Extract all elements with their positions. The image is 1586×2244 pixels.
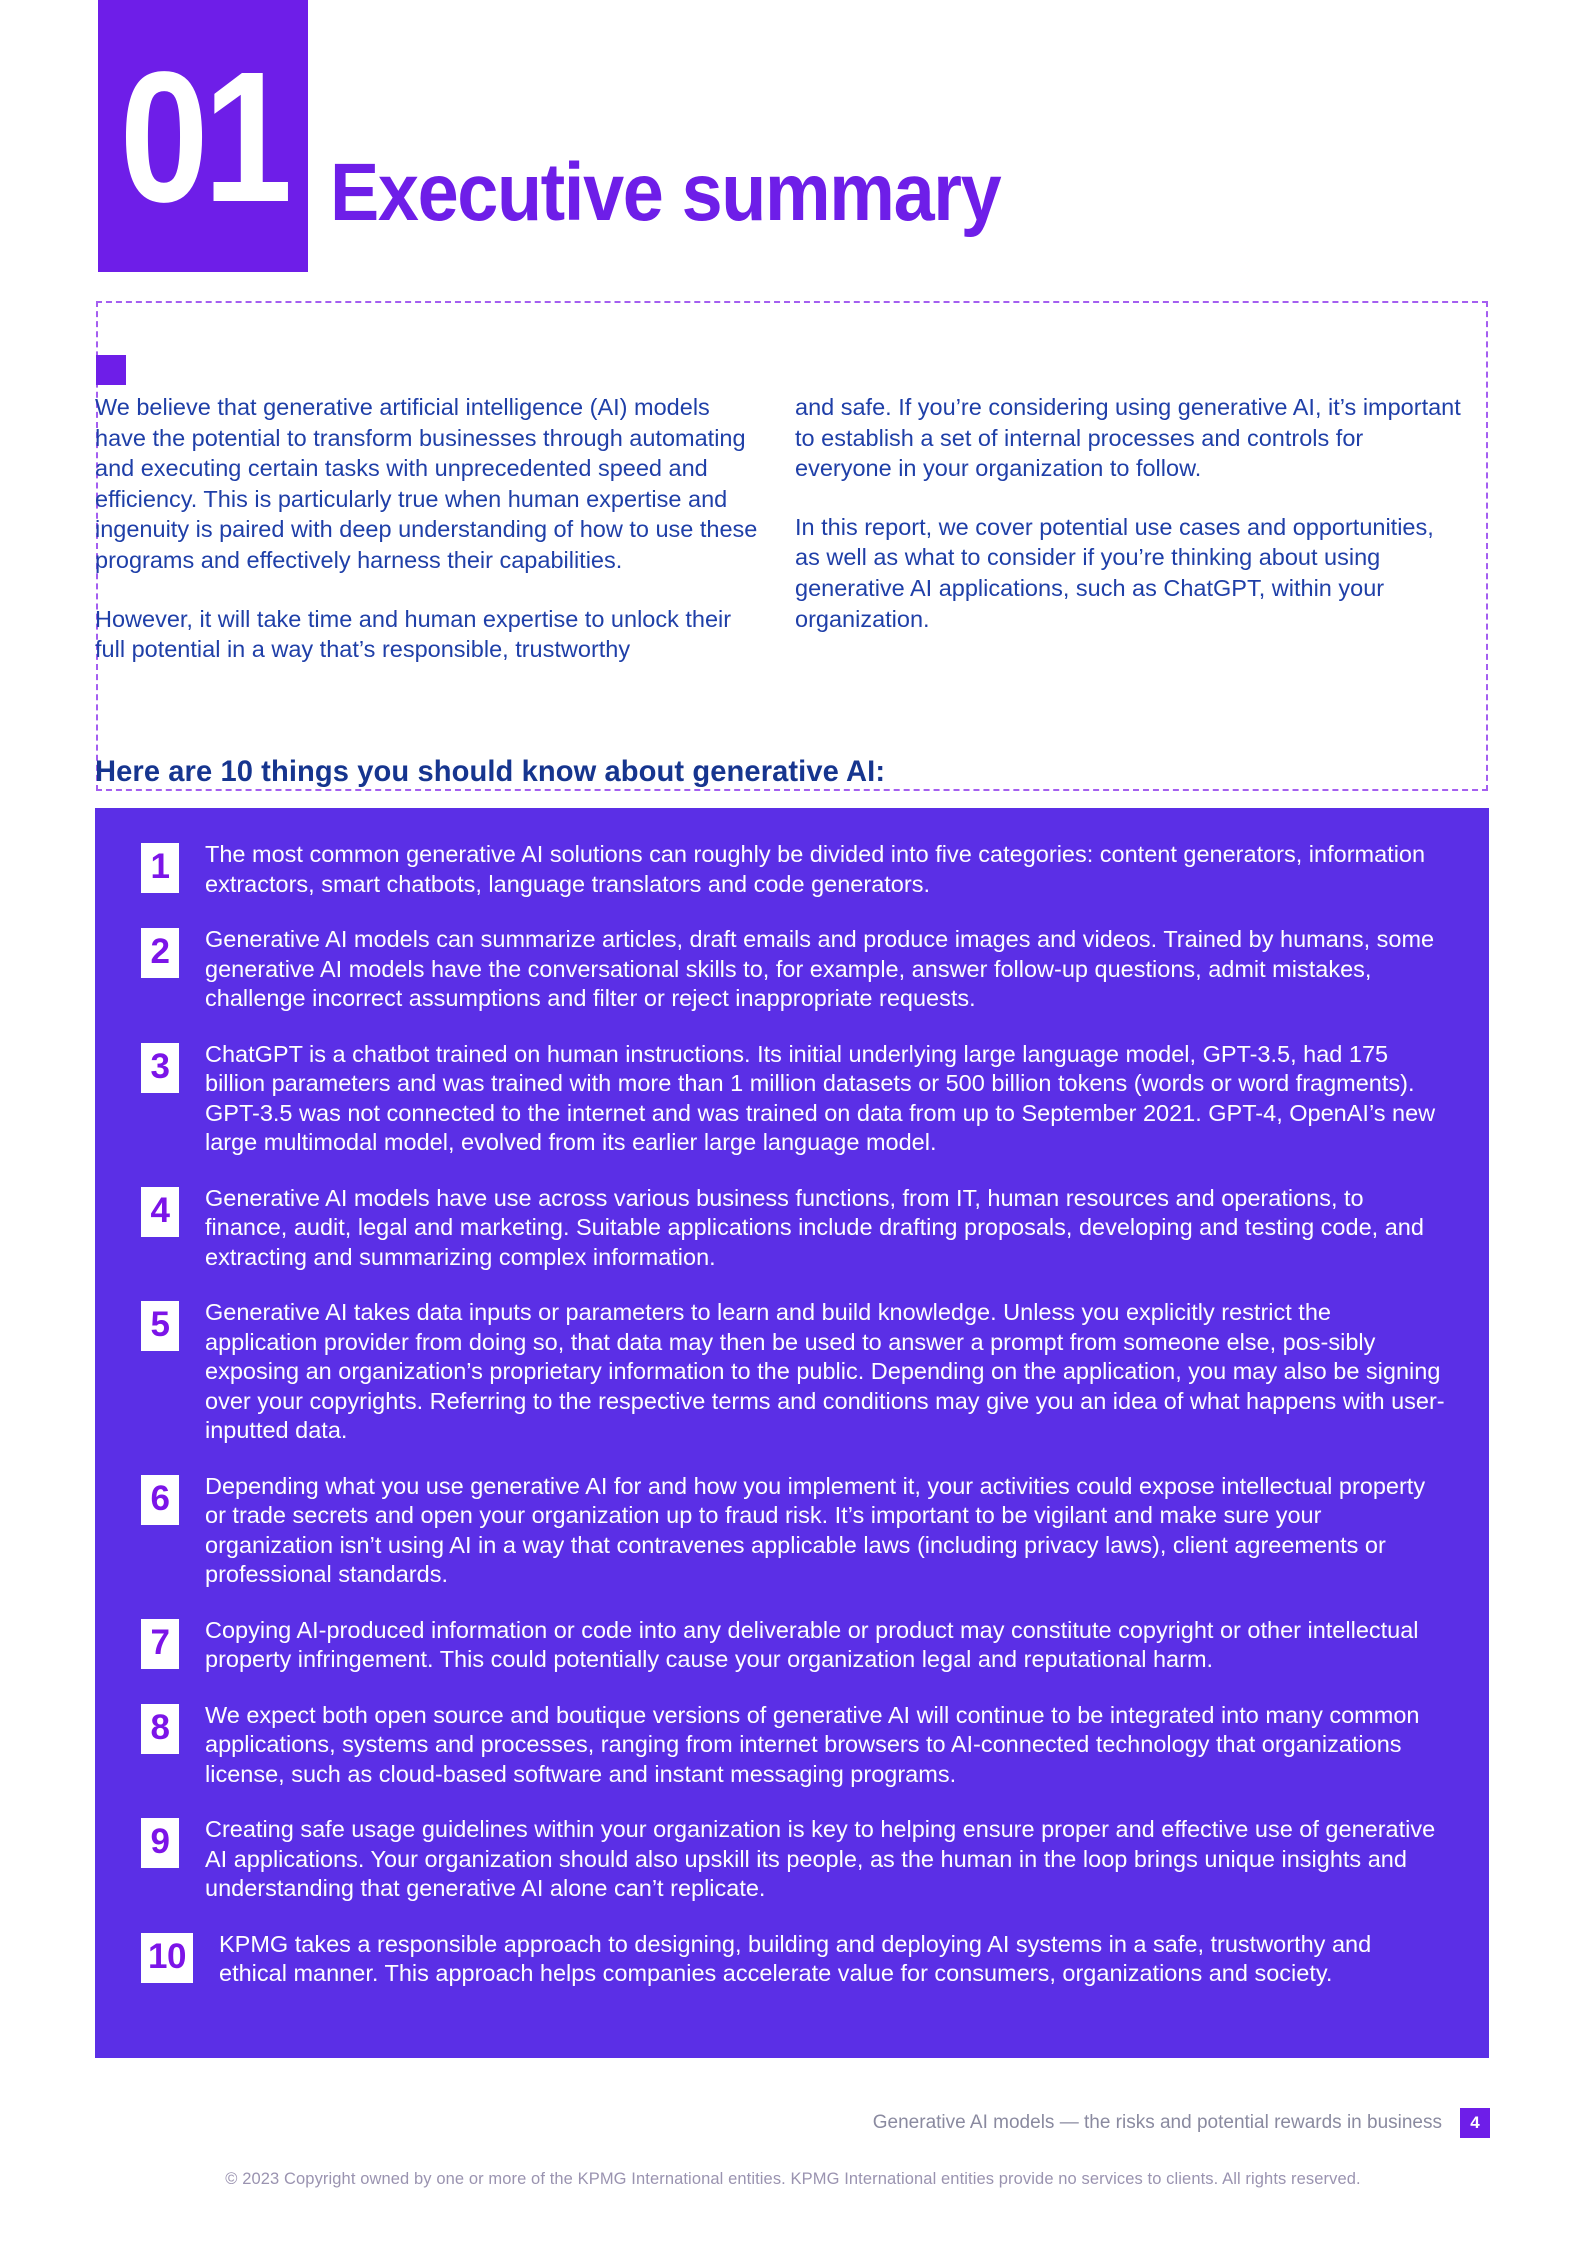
list-item-text: ChatGPT is a chatbot trained on human instructions. Its initial underlying large language model, GPT-3.5, had 175 billion parameters and was trained with more than 1 million datasets or 500 billion tokens (words or word fragments). GPT-3.5 was not connected to the internet and was trained on data from up to September 2021. GPT-4, OpenAI’s new large multimodal model, evolved from its earlier large language model. xyxy=(205,1040,1436,1155)
intro-paragraph: and safe. If you’re considering using generative AI, it’s important to establish a set of internal processes and controls for everyone in your organization to follow. xyxy=(795,394,1461,482)
intro-paragraph: We believe that generative artificial intelligence (AI) models have the potential to transform businesses through automating and executing certain tasks with unprecedented speed and efficiency. This is particularly true when human expertise and ingenuity is paired with deep understanding of how to use these programs and effectively harness their capabilities. xyxy=(95,394,758,573)
list-item xyxy=(95,1040,1489,1158)
list-item-number: 1 xyxy=(141,843,179,893)
section-heading: Here are 10 things you should know about generative AI: xyxy=(95,755,886,788)
list-item xyxy=(95,1298,1489,1446)
list-item-number: 2 xyxy=(141,928,179,978)
footer-document-title: Generative AI models — the risks and potential rewards in business xyxy=(872,2112,1442,2133)
key-points-panel xyxy=(95,808,1489,2058)
list-item-text: Creating safe usage guidelines within your organization is key to helping ensure proper and effective use of generative AI applications. Your organization should also upskill its people, as the human in the loop brings unique insights and understanding that generative AI alone can’t replicate. xyxy=(205,1816,1436,1901)
list-item-text: Depending what you use generative AI for and how you implement it, your activities could expose intellectual property or trade secrets and open your organization up to fraud risk. It’s important to be vigilant and make sure your organization isn’t using AI in a way that contravenes applicable laws (including privacy laws), client agreements or professional standards. xyxy=(205,1472,1426,1587)
list-item-number: 7 xyxy=(141,1619,179,1669)
list-item xyxy=(95,1184,1489,1273)
list-item-text: Generative AI takes data inputs or parameters to learn and build knowledge. Unless you explicitly restrict the application provider from doing so, that data may then be used to answer a prompt from someone else, pos-sibly exposing an organization’s proprietary information to the public. Depending on the application, you may also be signing over your copyrights. Referring to the respective terms and conditions may give you an idea of what happens with user-inputted data. xyxy=(205,1299,1445,1443)
copyright-notice: © 2023 Copyright owned by one or more of the KPMG International entities. KPMG International entities provide no services to clients. All rights reserved. xyxy=(225,2170,1361,2188)
accent-square-icon xyxy=(96,355,126,385)
footer xyxy=(873,2108,1490,2138)
list-item xyxy=(95,1930,1489,1989)
intro-paragraph: However, it will take time and human expertise to unlock their full potential in a way that’s responsible, trustworthy xyxy=(95,605,732,663)
list-item xyxy=(95,1701,1489,1790)
list-item-text: Generative AI models have use across various business functions, from IT, human resources and operations, to finance, audit, legal and marketing. Suitable applications include drafting proposals, developing and testing code, and extracting and summarizing complex information. xyxy=(205,1184,1424,1270)
list-item-number: 9 xyxy=(141,1818,179,1868)
intro-column-left xyxy=(95,392,767,665)
list-item-number: 8 xyxy=(141,1704,179,1754)
list-item-text: The most common generative AI solutions can roughly be divided into five categories: content generators, information extractors, smart chatbots, language translators and code generators. xyxy=(205,841,1426,897)
list-item-text: Generative AI models can summarize articles, draft emails and produce images and videos. Trained by humans, some generative AI models have the conversational skills to, for example, answer follow-up questions, admit mistakes, challenge incorrect assumptions and filter or reject inappropriate requests. xyxy=(205,926,1435,1011)
intro-paragraph: In this report, we cover potential use cases and opportunities, as well as what to consider if you’re thinking about using generative AI applications, such as ChatGPT, within your organization. xyxy=(795,513,1434,632)
list-item xyxy=(95,925,1489,1014)
chapter-number: 01 xyxy=(119,33,287,241)
list-item xyxy=(95,1815,1489,1904)
list-item xyxy=(95,1616,1489,1675)
list-item-text: We expect both open source and boutique versions of generative AI will continue to be integrated into many common applications, systems and processes, ranging from internet browsers to AI-connected technology that organizations license, such as cloud-based software and instant messaging programs. xyxy=(205,1701,1420,1787)
list-item-text: Copying AI-produced information or code into any deliverable or product may constitute copyright or other intellectual property infringement. This could potentially cause your organization legal and reputational harm. xyxy=(205,1616,1419,1672)
page-title: Executive summary xyxy=(330,147,1001,238)
list-item xyxy=(95,840,1489,899)
page-number-badge: 4 xyxy=(1460,2108,1490,2138)
list-item-number: 4 xyxy=(141,1187,179,1237)
list-item-number: 6 xyxy=(141,1475,179,1525)
chapter-header xyxy=(98,0,1518,275)
intro-column-right xyxy=(795,392,1465,634)
chapter-number-block xyxy=(98,0,308,272)
list-item xyxy=(95,1472,1489,1590)
list-item-number: 10 xyxy=(141,1933,193,1983)
list-item-number: 5 xyxy=(141,1301,179,1351)
list-item-number: 3 xyxy=(141,1043,179,1093)
list-item-text: KPMG takes a responsible approach to designing, building and deploying AI systems in a safe, trustworthy and ethical manner. This approach helps companies accelerate value for consumers, organizations and society. xyxy=(219,1930,1372,1986)
